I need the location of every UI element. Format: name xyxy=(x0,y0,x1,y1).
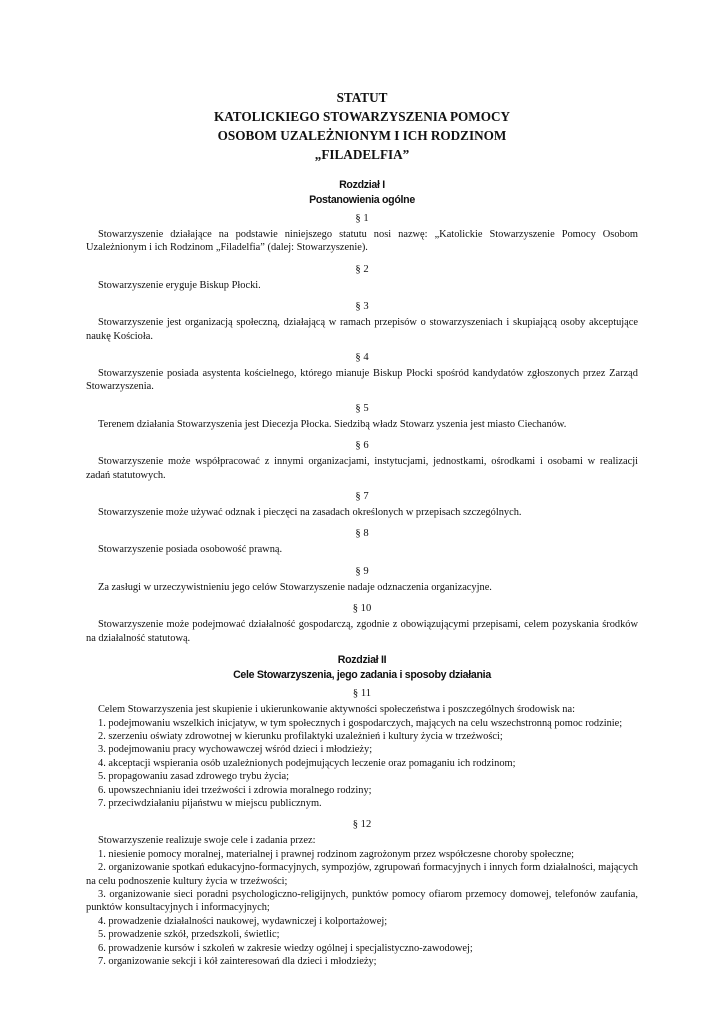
paragraph-sign: § 9 xyxy=(355,565,369,577)
paragraph-sign: § 5 xyxy=(355,402,369,414)
paragraph-text: Za zasługi w urzeczywistnieniu jego celów Stowarzyszenie nadaje odznaczenia organizacyjne. xyxy=(98,581,492,593)
list-item: 5. prowadzenie szkół, przedszkoli, świetlic; xyxy=(98,929,280,941)
title-line-1: STATUT xyxy=(336,90,388,105)
paragraph-sign: § 8 xyxy=(355,528,369,540)
list-item: 4. akceptacji wspierania osób uzależnionych podejmujących leczenie oraz pomaganiu ich rodzinom; xyxy=(98,757,516,769)
chapter-2-heading xyxy=(86,653,638,683)
paragraph-sign: § 2 xyxy=(355,263,369,275)
goals-list xyxy=(86,717,638,811)
list-item: 3. podejmowaniu pracy wychowawczej wśród dzieci i młodzieży; xyxy=(98,744,373,756)
document-page xyxy=(86,88,638,976)
paragraph-text: Stowarzyszenie eryguje Biskup Płocki. xyxy=(98,279,261,291)
title-line-2: KATOLICKIEGO STOWARZYSZENIA POMOCY xyxy=(213,109,511,124)
paragraph-sign: § 6 xyxy=(355,440,369,452)
document-title xyxy=(86,88,638,164)
list-item: 1. niesienie pomocy moralnej, materialnej i prawnej rodzinom zagrożonym przez współczesne choroby społeczne; xyxy=(98,848,575,860)
paragraph-text: Stowarzyszenie może używać odznak i pieczęci na zasadach określonych w przepisach szczególnych. xyxy=(98,507,522,519)
list-item: 6. upowszechnianiu idei trzeźwości i zdrowia moralnego rodziny; xyxy=(98,784,372,796)
paragraph-intro: Stowarzyszenie realizuje swoje cele i zadania przez: xyxy=(98,835,316,847)
paragraph-sign: § 11 xyxy=(352,688,372,700)
title-line-3: OSOBOM UZALEŻNIONYM I ICH RODZINOM xyxy=(217,128,507,143)
paragraph-intro: Celem Stowarzyszenia jest skupienie i ukierunkowanie aktywności społeczeństwa i poszczególnych środowisk na: xyxy=(98,704,575,716)
title-line-4: „FILADELFIA” xyxy=(314,147,410,162)
list-item: 1. podejmowaniu wszelkich inicjatyw, w tym społecznych i gospodarczych, mających na celu wszechstronną pomoc rodzinie; xyxy=(98,717,623,729)
list-item: 7. przeciwdziałaniu pijaństwu w miejscu publicznym. xyxy=(98,797,322,809)
chapter-2-body xyxy=(86,687,638,968)
chapter-title: Postanowienia ogólne xyxy=(309,194,415,206)
paragraph-sign: § 1 xyxy=(355,213,369,224)
chapter-1-heading xyxy=(86,178,638,208)
list-item: 3. organizowanie sieci poradni psychologiczno-religijnych, punktów pomocy ofiarom przemocy domowej, telefonów zaufania, punktów konsultacyjnych i informacyjnych; xyxy=(86,888,638,914)
chapter-label: Rozdział II xyxy=(337,654,387,667)
paragraph-text: Stowarzyszenie działające na podstawie niniejszego statutu nosi nazwę: „Katolickie Stowarzyszenie Pomocy Osobom Uzależnionym i ich Rodzinom „Filadelfia” (dalej: Stowarzyszenie). xyxy=(86,229,638,254)
paragraph-text: Stowarzyszenie posiada osobowość prawną. xyxy=(98,544,283,556)
paragraph-text: Stowarzyszenie może współpracować z innymi organizacjami, instytucjami, jednostkami, ośrodkami i osobami w realizacji zadań statutowych. xyxy=(86,456,638,481)
list-item: 2. organizowanie spotkań edukacyjno-formacyjnych, sympozjów, zgrupowań formacyjnych i innych form działalności, mających na celu podnoszenie kultury życia w trzeźwości; xyxy=(86,862,638,887)
list-item: 5. propagowaniu zasad zdrowego trybu życia; xyxy=(98,771,290,783)
chapter-title: Cele Stowarzyszenia, jego zadania i sposoby działania xyxy=(233,669,491,682)
paragraph-sign: § 12 xyxy=(352,819,372,831)
tasks-list xyxy=(86,848,638,969)
paragraph-text: Stowarzyszenie posiada asystenta kościelnego, którego mianuje Biskup Płocki spośród kandydatów zgłoszonych przez Zarząd Stowarzyszenia. xyxy=(86,368,638,393)
paragraph-sign: § 7 xyxy=(355,491,369,503)
paragraph-text: Stowarzyszenie jest organizacją społeczną, działającą w ramach przepisów o stowarzyszeniach i skupiającą osoby akceptujące naukę Kościoła. xyxy=(86,317,638,342)
paragraph-text: Stowarzyszenie może podejmować działalność gospodarczą, zgodnie z obowiązującymi przepisami, celem pozyskania środków na działalność statutową. xyxy=(86,619,638,644)
paragraph-sign: § 4 xyxy=(355,352,369,364)
chapter-label: Rozdział I xyxy=(339,179,385,191)
list-item: 6. prowadzenie kursów i szkoleń w zakresie wiedzy ogólnej i specjalistyczno-zawodowej; xyxy=(98,942,473,954)
paragraph-sign: § 10 xyxy=(352,603,372,615)
list-item: 4. prowadzenie działalności naukowej, wydawniczej i kolportażowej; xyxy=(98,915,388,927)
list-item: 2. szerzeniu oświaty zdrowotnej w kierunku profilaktyki uzależnień i kultury życia w trzeźwości; xyxy=(98,730,503,742)
chapter-1-body xyxy=(86,212,638,645)
paragraph-sign: § 3 xyxy=(355,301,369,313)
list-item: 7. organizowanie sekcji i kół zainteresowań dla dzieci i młodzieży; xyxy=(98,956,377,967)
paragraph-text: Terenem działania Stowarzyszenia jest Diecezja Płocka. Siedzibą władz Stowarz yszenia jest miasto Ciechanów. xyxy=(98,418,567,430)
